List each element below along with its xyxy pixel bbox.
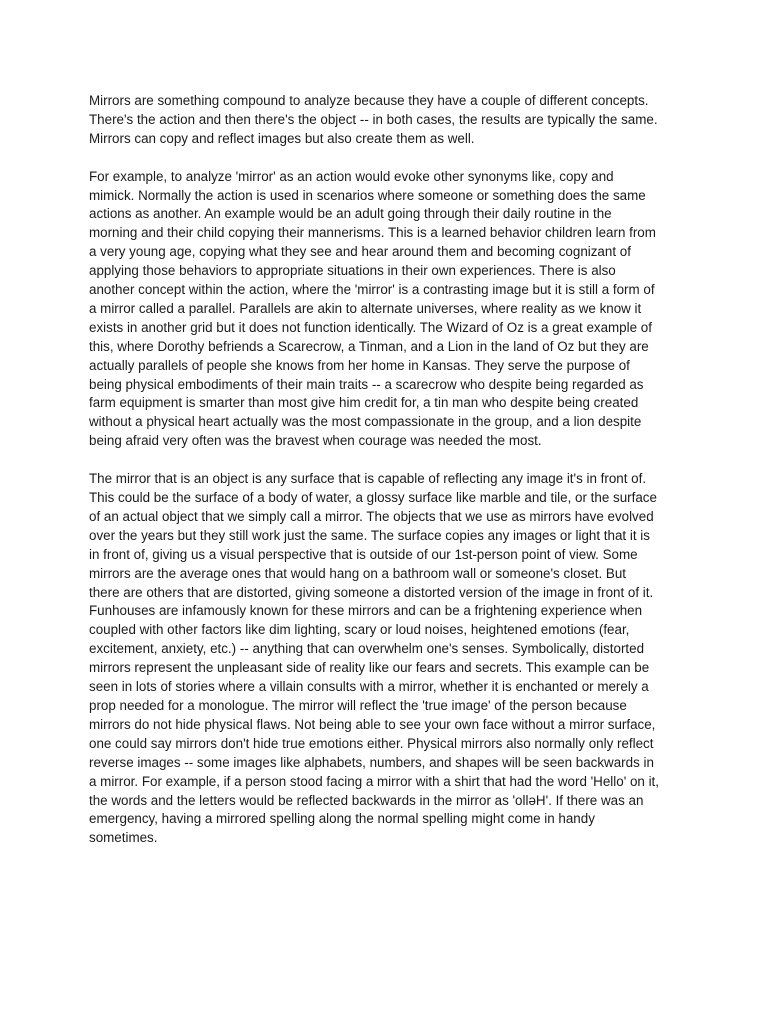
text-line: over the years but they still work just the same. The surface copies any images or light that it is — [89, 527, 650, 543]
text-line: mirrors do not hide physical flaws. Not being able to see your own face without a mirror surface, — [89, 716, 656, 732]
text-line: For example, to analyze 'mirror' as an action would evoke other synonyms like, copy and — [89, 168, 614, 184]
text-line: sometimes. — [89, 830, 158, 846]
text-line: this, where Dorothy befriends a Scarecrow, a Tinman, and a Lion in the land of Oz but they are — [89, 338, 649, 354]
text-line: actions as another. An example would be an adult going through their daily routine in the — [89, 206, 612, 222]
text-line: mirrors represent the unpleasant side of reality like our fears and secrets. This example can be — [89, 660, 650, 676]
text-line: There's the action and then there's the object -- in both cases, the results are typically the same. — [89, 111, 658, 127]
text-line: seen in lots of stories where a villain consults with a mirror, whether it is enchanted or merely a — [89, 679, 649, 695]
paragraph-object — [89, 470, 691, 848]
text-line: in front of, giving us a visual perspective that is outside of our 1st-person point of view. Some — [89, 546, 638, 562]
text-line: a mirror. For example, if a person stood facing a mirror with a shirt that had the word 'Hello' on it, — [89, 773, 659, 789]
text-line: applying those behaviors to appropriate situations in their own experiences. There is also — [89, 263, 616, 279]
text-line: This could be the surface of a body of water, a glossy surface like marble and tile, or the surface — [89, 490, 657, 505]
text-line: the words and the letters would be reflected backwards in the mirror as 'olləH'. If there was an — [89, 792, 644, 808]
text-line: mirrors are the average ones that would hang on a bathroom wall or someone's closet. But — [89, 565, 626, 581]
text-line: of an actual object that we simply call a mirror. The objects that we use as mirrors have evolved — [89, 508, 654, 524]
text-line: without a physical heart actually was the most compassionate in the group, and a lion despite — [89, 414, 642, 430]
text-line: prop needed for a monologue. The mirror will reflect the 'true image' of the person because — [89, 697, 627, 713]
text-line: actually parallels of people she knows from her home in Kansas. They serve the purpose of — [89, 357, 630, 373]
text-line: reverse images -- some images like alphabets, numbers, and shapes will be seen backwards in — [89, 754, 654, 770]
text-line: The mirror that is an object is any surface that is capable of reflecting any image it's in front of. — [89, 471, 647, 487]
text-line: another concept within the action, where the 'mirror' is a contrasting image but it is still a form of — [89, 282, 655, 298]
text-line: being physical embodiments of their main traits -- a scarecrow who despite being regarded as — [89, 376, 644, 392]
text-line: mimick. Normally the action is used in scenarios where someone or something does the same — [89, 187, 646, 203]
text-line: emergency, having a mirrored spelling along the normal spelling might come in handy — [89, 811, 595, 827]
text-line: a mirror called a parallel. Parallels are akin to alternate universes, where reality as we know it — [89, 300, 642, 316]
text-line: Mirrors can copy and reflect images but also create them as well. — [89, 130, 475, 146]
text-line: exists in another grid but it does not function identically. The Wizard of Oz is a great example of — [89, 319, 652, 335]
text-line: farm equipment is smarter than most give him credit for, a tin man who despite being created — [89, 395, 639, 411]
text-line: Funhouses are infamously known for these mirrors and can be a frightening experience when — [89, 603, 643, 619]
text-line: morning and their child copying their mannerisms. This is a learned behavior children learn from — [89, 225, 656, 241]
text-line: a very young age, copying what they see and hear around them and becoming cognizant of — [89, 244, 631, 260]
paragraph-action — [89, 168, 691, 452]
text-line: being afraid very often was the bravest when courage was needed the most. — [89, 433, 542, 449]
text-line: there are others that are distorted, giving someone a distorted version of the image in front of it. — [89, 584, 654, 600]
text-line: Mirrors are something compound to analyze because they have a couple of different concepts. — [89, 93, 649, 108]
paragraph-intro — [89, 92, 691, 149]
document-body — [89, 92, 691, 867]
text-line: coupled with other factors like dim lighting, scary or loud noises, heightened emotions (fear, — [89, 622, 630, 638]
text-line: one could say mirrors don't hide true emotions either. Physical mirrors also normally only reflect — [89, 735, 654, 751]
text-line: excitement, anxiety, etc.) -- anything that can overwhelm one's senses. Symbolically, distorted — [89, 641, 645, 657]
